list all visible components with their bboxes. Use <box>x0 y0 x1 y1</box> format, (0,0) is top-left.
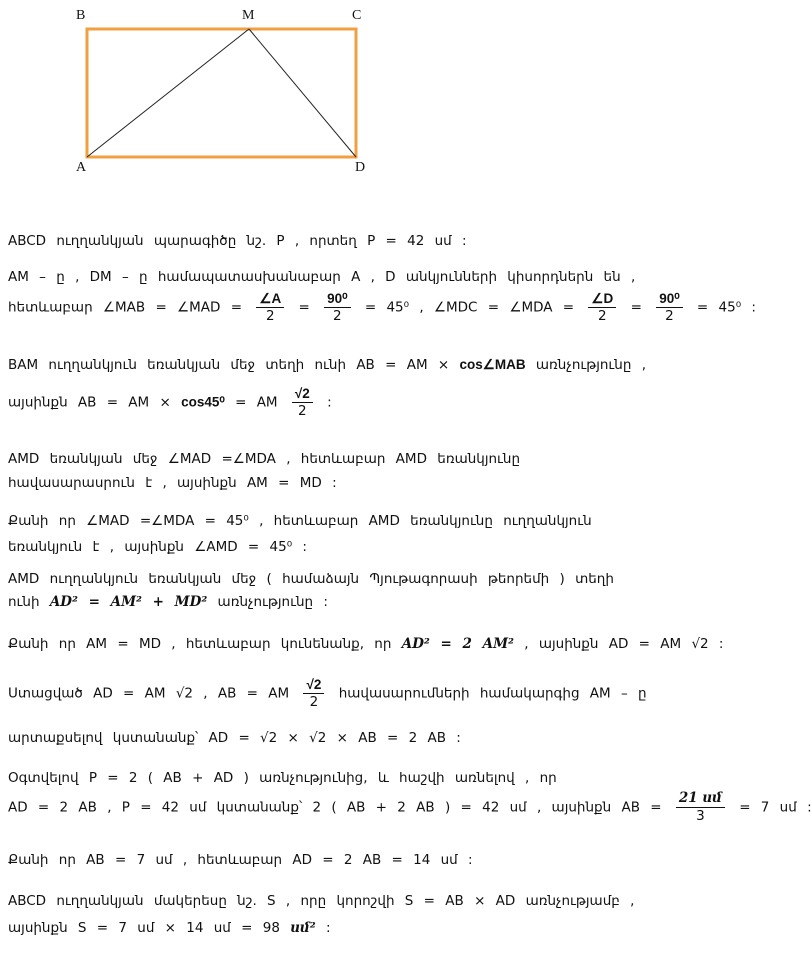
line-19 <box>8 920 331 936</box>
line-1: ABCD ուղղանկյան պարագիծը նշ. P , որտեղ P = 42 սմ : <box>8 233 467 249</box>
line-3-b: = 45⁰ , ∠MDC = ∠MDA = <box>364 299 575 316</box>
line-12-c: , այսինքն AD = AM √2 : <box>513 636 724 652</box>
line-5-d: : <box>327 394 332 411</box>
line-3-c: = 45⁰ : <box>696 299 756 316</box>
line-5-a: այսինքն AB = AM × <box>8 394 182 411</box>
line-13-b: հավասարումների համակարգից AM – ը <box>338 685 647 702</box>
fraction-num: 90⁰ <box>324 290 350 308</box>
fraction-den: 2 <box>309 694 319 710</box>
line-8: Քանի որ ∠MAD =∠MDA = 45⁰ , հետևաբար AMD եռանկյունը ուղղանկյուն <box>8 513 592 529</box>
segment-am <box>87 29 249 157</box>
fraction-d-over-2 <box>588 290 616 325</box>
ad-squared-formula: AD² = 2 AM² <box>401 636 514 652</box>
label-d: D <box>355 160 366 175</box>
fraction-num: √2 <box>292 385 313 403</box>
label-m: M <box>242 8 255 23</box>
line-9: եռանկյուն է , այսինքն ∠AMD = 45⁰ : <box>8 539 307 555</box>
line-16-b: = 7 սմ : <box>739 799 812 816</box>
fraction-21-over-3 <box>676 790 725 825</box>
line-16-a: AD = 2 AB , P = 42 սմ կստանանք՝ 2 ( AB + 2 AB ) = 42 սմ , այսինքն AB = <box>8 799 662 816</box>
line-3-a: հետևաբար ∠MAB = ∠MAD = <box>8 299 243 316</box>
line-3 <box>8 290 756 325</box>
fraction-den: 3 <box>696 808 705 824</box>
fraction-den: 2 <box>265 308 275 324</box>
line-5-c: = AM <box>224 394 278 411</box>
label-b: B <box>76 8 86 23</box>
line-12 <box>8 636 723 652</box>
line-11 <box>8 594 328 610</box>
fraction-den: 2 <box>298 403 307 419</box>
area-unit: սմ² <box>290 920 316 936</box>
line-13 <box>8 676 647 711</box>
line-16 <box>8 790 812 825</box>
fraction-den: 2 <box>598 308 607 324</box>
fraction-den: 2 <box>665 308 674 324</box>
label-c: C <box>352 8 362 23</box>
fraction-num: ∠D <box>588 290 616 308</box>
line-12-a: Քանի որ AM = MD , հետևաբար կունենանք, որ <box>8 636 402 652</box>
line-17: Քանի որ AB = 7 սմ , հետևաբար AD = 2 AB = 14 սմ : <box>8 852 473 868</box>
line-3-eq2: = <box>630 299 642 316</box>
line-3-eq: = <box>298 299 310 316</box>
rectangle-figure <box>0 0 706 190</box>
line-19-c: : <box>315 920 331 936</box>
rectangle-abcd <box>87 29 356 157</box>
segment-md <box>249 29 356 157</box>
line-4 <box>8 357 646 373</box>
line-5 <box>8 385 332 420</box>
line-7: հավասարասրուն է , այսինքն AM = MD : <box>8 475 337 491</box>
line-18: ABCD ուղղանկյան մակերեսը նշ. S , որը կորոշվի S = AB × AD առնչությամբ , <box>8 893 635 909</box>
line-4-a: BAM ուղղանկյուն եռանկյան մեջ տեղի ունի AB = AM × <box>8 357 460 373</box>
line-19-a: այսինքն S = 7 սմ × 14 սմ = 98 <box>8 920 291 936</box>
line-15: Օգտվելով P = 2 ( AB + AD ) առնչությունից, և հաշվի առնելով , որ <box>8 770 557 786</box>
fraction-sqrt2-over-2-b <box>303 676 324 711</box>
fraction-num: ∠A <box>256 290 284 308</box>
line-11-a: ունի <box>8 594 50 610</box>
line-11-c: առնչությունը : <box>207 594 328 610</box>
line-14: արտաքսելով կստանանք՝ AD = √2 × √2 × AB = 2 AB : <box>8 730 461 746</box>
fraction-90-over-2 <box>324 290 350 325</box>
line-13-a: Ստացված AD = AM √2 , AB = AM <box>8 685 290 702</box>
fraction-num: 90⁰ <box>656 290 682 308</box>
fraction-sqrt2-over-2 <box>292 385 313 420</box>
line-4-cos: cos∠MAB <box>459 357 526 372</box>
fraction-a-over-2 <box>256 290 284 325</box>
line-2: AM – ը , DM – ը համապատասխանաբար A , D անկյունների կիսորդներն են , <box>8 269 636 285</box>
line-10: AMD ուղղանկյուն եռանկյան մեջ ( համաձայն Պյութագորասի թեորեմի ) տեղի <box>8 571 614 587</box>
fraction-num: 21 սմ <box>676 790 725 808</box>
pythagoras-formula: AD² = AM² + MD² <box>49 594 208 610</box>
line-4-c: առնչությունը , <box>525 357 646 373</box>
fraction-90-over-2-b <box>656 290 682 325</box>
line-5-cos: cos45⁰ <box>181 394 225 410</box>
fraction-num: √2 <box>303 676 324 694</box>
fraction-den: 2 <box>333 308 342 324</box>
line-6: AMD եռանկյան մեջ ∠MAD =∠MDA , հետևաբար AMD եռանկյունը <box>8 451 521 467</box>
label-a: A <box>76 160 87 175</box>
